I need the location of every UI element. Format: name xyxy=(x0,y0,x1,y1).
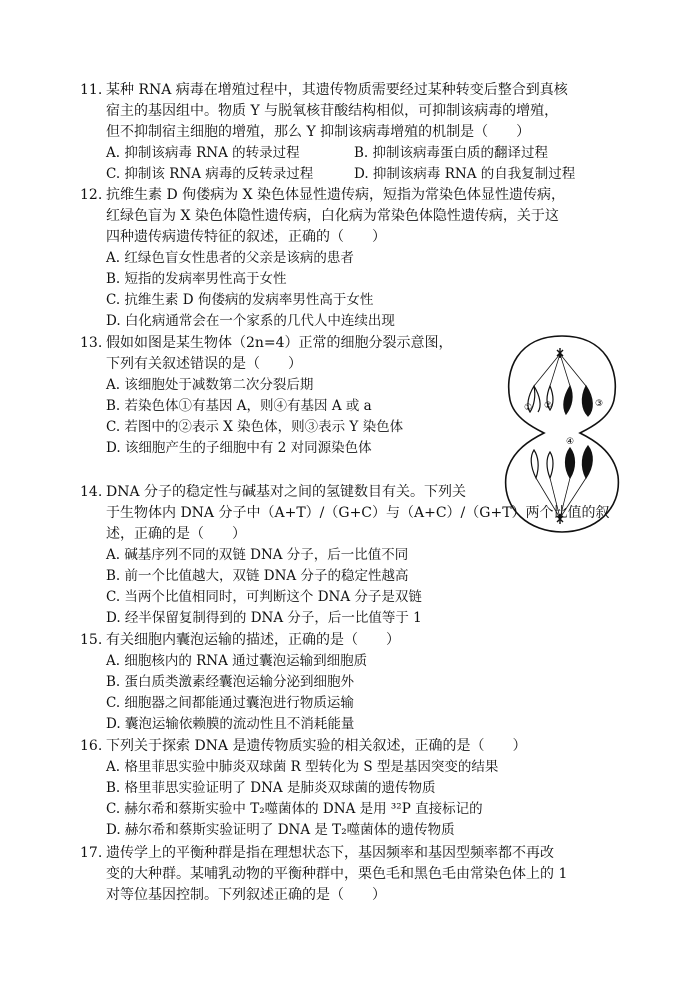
top-spindle-fibers xyxy=(534,354,586,386)
q11-option-d: D. 抑制该病毒 RNA 的自我复制过程 xyxy=(354,166,576,182)
q12-number: 12. xyxy=(80,187,103,203)
q17-stem-line-1: 遗传学上的平衡种群是指在理想状态下，基因频率和基因型频率都不再改 xyxy=(106,845,554,861)
figure-label-3: ③ xyxy=(595,399,604,409)
q11-stem-line-1: 某种 RNA 病毒在增殖过程中，其遗传物质需要经过某种转变后整合到真核 xyxy=(106,82,568,98)
chromosome-4 xyxy=(566,448,575,478)
q14-option-b: B. 前一个比值越大，双链 DNA 分子的稳定性越高 xyxy=(106,568,409,584)
q16-number: 16. xyxy=(80,738,103,754)
q15-number: 15. xyxy=(80,632,103,648)
q12-option-c: C. 抗维生素 D 佝偻病的发病率男性高于女性 xyxy=(106,292,374,308)
q13-option-c: C. 若图中的②表示 X 染色体，则③表示 Y 染色体 xyxy=(106,419,404,435)
q14-stem-line-1: DNA 分子的稳定性与碱基对之间的氢键数目有关。下列关 xyxy=(106,484,467,500)
q11-option-b: B. 抑制该病毒蛋白质的翻译过程 xyxy=(354,145,549,161)
q15-option-c: C. 细胞器之间都能通过囊泡进行物质运输 xyxy=(106,695,354,711)
q15-stem-line-1: 有关细胞内囊泡运输的描述，正确的是（ ） xyxy=(106,632,400,648)
q16-option-c: C. 赫尔希和蔡斯实验中 T₂噬菌体的 DNA 是用 ³²P 直接标记的 xyxy=(106,801,483,817)
q12-stem-line-1: 抗维生素 D 佝偻病为 X 染色体显性遗传病，短指为常染色体显性遗传病， xyxy=(106,187,565,203)
q13-stem-line-2: 下列有关叙述错误的是（ ） xyxy=(106,356,302,372)
q13-option-b: B. 若染色体①有基因 A，则④有基因 A 或 a xyxy=(106,398,372,414)
chromosome-3 xyxy=(582,386,592,416)
q15-option-b: B. 蛋白质类激素经囊泡运输分泌到细胞外 xyxy=(106,674,355,690)
q14-option-a: A. 碱基序列不同的双链 DNA 分子，后一比值不同 xyxy=(106,547,409,563)
q17-number: 17. xyxy=(80,845,103,861)
q13-stem-line-1: 假如如图是某生物体（2n=4）正常的细胞分裂示意图， xyxy=(106,335,453,351)
q17-stem-line-2: 变的大种群。某哺乳动物的平衡种群中，栗色毛和黑色毛由常染色体上的 1 xyxy=(106,866,568,882)
top-chromosomes xyxy=(528,386,592,416)
q11-option-c: C. 抑制该 RNA 病毒的反转录过程 xyxy=(106,166,314,182)
bottom-chromosomes xyxy=(531,446,592,478)
q16-option-a: A. 格里菲思实验中肺炎双球菌 R 型转化为 S 型是基因突变的结果 xyxy=(106,759,499,775)
q12-option-d: D. 白化病通常会在一个家系的几代人中连续出现 xyxy=(106,313,395,329)
q16-option-b: B. 格里菲思实验证明了 DNA 是肺炎双球菌的遗传物质 xyxy=(106,780,436,796)
q12-option-a: A. 红绿色盲女性患者的父亲是该病的患者 xyxy=(106,250,354,266)
figure-label-4: ④ xyxy=(566,437,575,447)
figure-label-1: ① xyxy=(524,403,533,413)
q14-option-c: C. 当两个比值相同时，可判断这个 DNA 分子是双链 xyxy=(106,589,422,605)
q15-option-a: A. 细胞核内的 RNA 通过囊泡运输到细胞质 xyxy=(106,653,368,669)
q11-stem-line-3: 但不抑制宿主细胞的增殖，那么 Y 抑制该病毒增殖的机制是（ ） xyxy=(106,124,531,140)
q11-number: 11. xyxy=(80,82,103,98)
q14-number: 14. xyxy=(80,484,103,500)
q15-option-d: D. 囊泡运输依赖膜的流动性且不消耗能量 xyxy=(106,716,355,732)
q14-option-d: D. 经半保留复制得到的 DNA 分子，后一比值等于 1 xyxy=(106,610,422,626)
q16-option-d: D. 赫尔希和蔡斯实验证明了 DNA 是 T₂噬菌体的遗传物质 xyxy=(106,822,455,838)
q12-stem-line-3: 四种遗传病遗传特征的叙述，正确的（ ） xyxy=(106,229,386,245)
q13-option-a: A. 该细胞处于减数第二次分裂后期 xyxy=(106,377,314,393)
q16-stem-line-1: 下列关于探索 DNA 是遗传物质实验的相关叙述，正确的是（ ） xyxy=(106,738,527,754)
q17-stem-line-3: 对等位基因控制。下列叙述正确的是（ ） xyxy=(106,887,386,903)
q11-stem-line-2: 宿主的基因组中。物质 Y 与脱氧核苷酸结构相似，可抑制该病毒的增殖， xyxy=(106,103,559,119)
q14-stem-line-2: 于生物体内 DNA 分子中（A+T）/（G+C）与（A+C）/（G+T）两个比值的叙 xyxy=(106,505,610,521)
q11-option-a: A. 抑制该病毒 RNA 的转录过程 xyxy=(106,145,300,161)
q12-option-b: B. 短指的发病率男性高于女性 xyxy=(106,271,287,287)
q12-stem-line-2: 红绿色盲为 X 染色体隐性遗传病，白化病为常染色体隐性遗传病，关于这 xyxy=(106,208,559,224)
q13-number: 13. xyxy=(80,335,103,351)
q13-option-d: D. 该细胞产生的子细胞中有 2 对同源染色体 xyxy=(106,440,372,456)
figure-label-2: ② xyxy=(544,401,553,411)
q14-stem-line-3: 述，正确的是（ ） xyxy=(106,526,246,542)
